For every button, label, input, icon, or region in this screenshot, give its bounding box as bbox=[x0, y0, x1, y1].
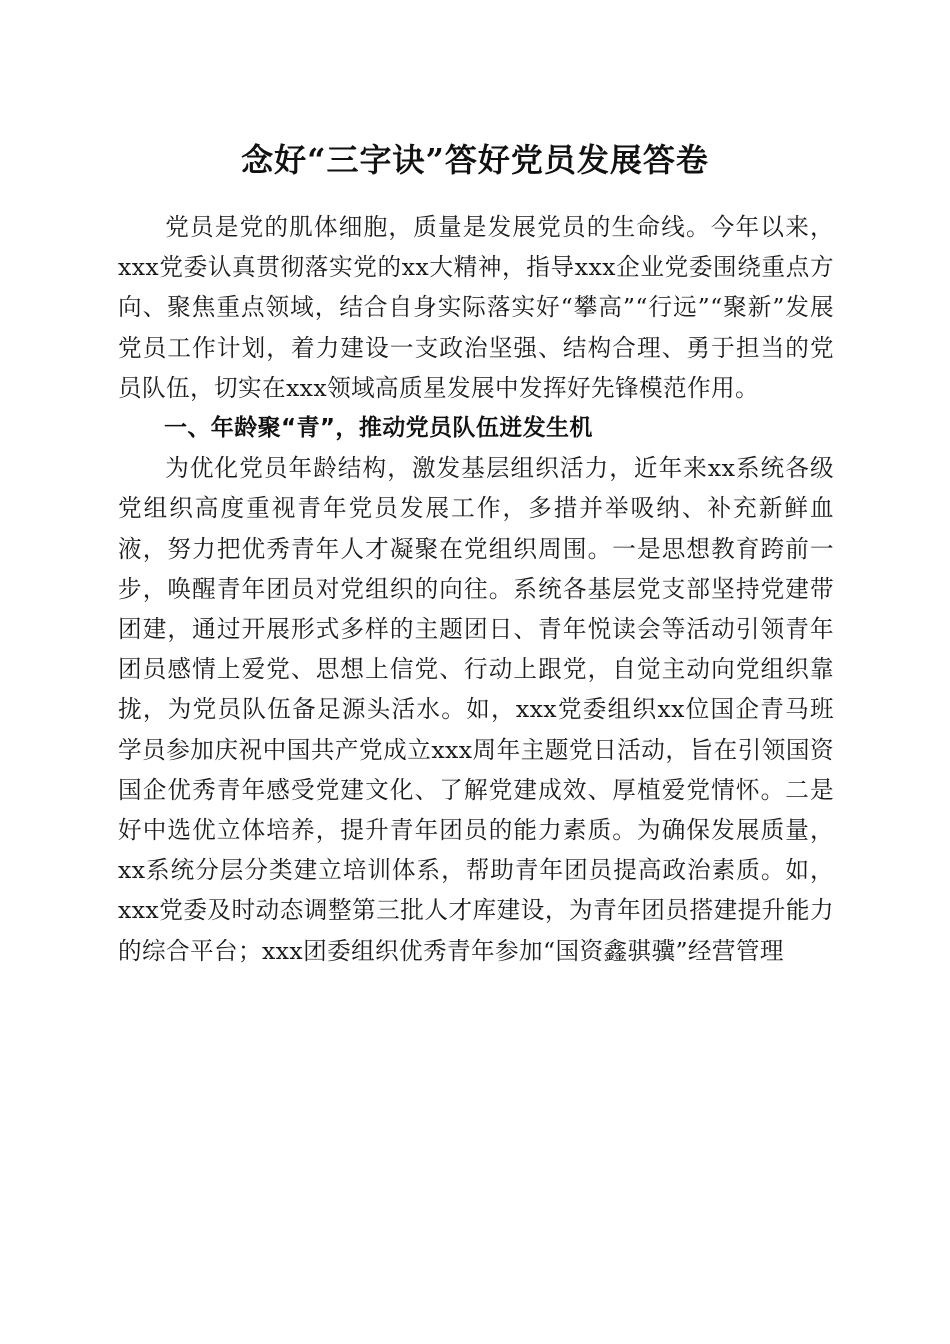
section-paragraph: 为优化党员年龄结构，激发基层组织活力，近年来xx系统各级党组织高度重视青年党员发展工作，多措并举吸纳、补充新鲜血液，努力把优秀青年人才凝聚在党组织周围。一是思想教育跨前一步，唤醒青年团员对党组织的向往。系统各基层党支部坚持党建带团建，通过开展形式多样的主题团日、青年悦读会等活动引领青年团员感情上爱党、思想上信党、行动上跟党，自觉主动向党组织靠拢，为党员队伍备足源头活水。如，xxx党委组织xx位国企青马班学员参加庆祝中国共产党成立xxx周年主题党日活动，旨在引领国资国企优秀青年感受党建文化、了解党建成效、厚植爱党情怀。二是好中选优立体培养，提升青年团员的能力素质。为确保发展质量，xx系统分层分类建立培训体系，帮助青年团员提高政治素质。如，xxx党委及时动态调整第三批人才库建设，为青年团员搭建提升能力的综合平台；xxx团委组织优秀青年参加“国资鑫骐骥”经营管理 bbox=[118, 454, 834, 965]
document-body bbox=[118, 207, 834, 971]
section-heading: 一、年龄聚“青”，推动党员队伍迸发生机 bbox=[164, 415, 593, 442]
document-title: 念好“三字诀”答好党员发展答卷 bbox=[241, 141, 709, 179]
intro-paragraph: 党员是党的肌体细胞，质量是发展党员的生命线。今年以来，xxx党委认真贯彻落实党的xx大精神，指导xxx企业党委围绕重点方向、聚焦重点领域，结合自身实际落实好“攀高”“行远”“聚新”发展党员工作计划，着力建设一支政治坚强、结构合理、勇于担当的党员队伍，切实在xxx领域高质星发展中发挥好先锋模范作用。 bbox=[118, 213, 834, 402]
